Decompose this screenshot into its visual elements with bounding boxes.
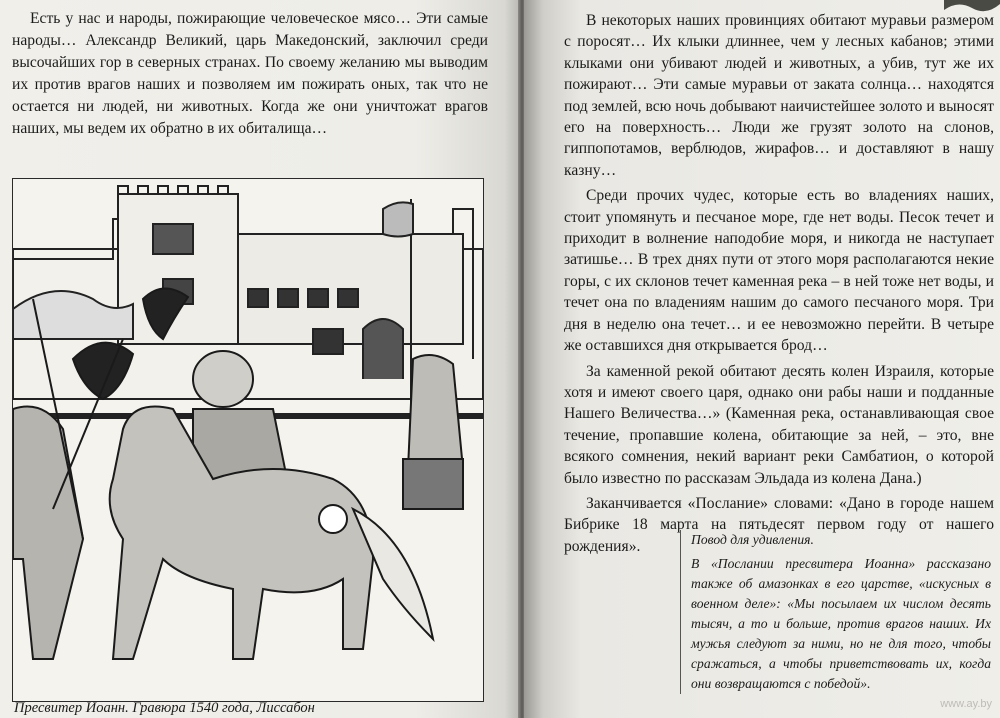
sidebar-heading: Повод для удивления. <box>691 532 814 547</box>
right-text-block <box>564 10 994 561</box>
left-paragraph: Есть у нас и народы, пожирающие человеческое мясо… Эти самые народы… Александр Великий, царь Македонский, заключил среди высочайших гор в северных странах. По своему желанию мы выводим их против врагов наших и позволяем им пожирать оных, так что не остается ни людей, ни животных. Когда же они уничтожат врагов наших, мы ведем их обратно в их обиталища… <box>12 10 488 137</box>
right-paragraph-2: Среди прочих чудес, которые есть во владениях наших, стоит упомянуть и песчаное море, где нет воды. Песок течет и приходит в волнение наподобие моря, и никогда не наступает затишье… В трех днях пути от этого моря располагаются некие горы, с их склонов течет каменная река – в ней тоже нет воды, и течет она по владениям нашим до самого песчаного моря. Три дня в неделю она течет… и ее невозможно перейти. В четыре же оставшихся дня открывается брод… <box>564 187 994 355</box>
left-text-block <box>12 8 488 140</box>
right-paragraph-3: За каменной рекой обитают десять колен Израиля, которые хотя и имеют своего царя, однако они рабы наши и подданные Нашего Величества…» (Каменная река, останавливающая свое течение, пропавшие колена, обитающие за ней, – это, вне всякого сомнения, некий вариант реки Самбатион, о которой было известно по рассказам Эльдада из колена Дана.) <box>564 362 994 487</box>
illustration-caption: Пресвитер Иоанн. Гравюра 1540 года, Лиссабон <box>14 700 315 716</box>
sidebar-text: В «Послании пресвитера Иоанна» рассказано также об амазонках в его царстве, «искусных в военном деле»: «Мы посылаем их числом десять тысяч, а то и больше, против врагов наших. Их мужья следуют за ними, но не для того, чтобы сражаться, а чтобы приветствовать их, когда они возвращаются с победой». <box>691 556 991 691</box>
watermark: www.ay.by <box>940 698 992 710</box>
right-paragraph-4: Заканчивается «Послание» словами: «Дано в городе нашем Бибрике 18 марта на пятьдесят первом году от нашего рождения». <box>564 494 994 555</box>
right-paragraph-1: В некоторых наших провинциях обитают муравьи размером с поросят… Их клыки длиннее, чем у лесных кабанов; этими клыками они убивают людей и животных, а убив, тут же их пожирают… Эти самые муравьи от заката солнца… находятся под землей, всю ночь добывают наичистейшее золото и выносят его на поверхность… Люди же грузят золото на слонов, гиппопотамов, верблюдов, жирафов… и доставляют в нашу казну… <box>564 12 994 179</box>
sidebar-note <box>680 530 991 694</box>
engraving-illustration <box>12 178 484 702</box>
right-page <box>524 0 1000 718</box>
